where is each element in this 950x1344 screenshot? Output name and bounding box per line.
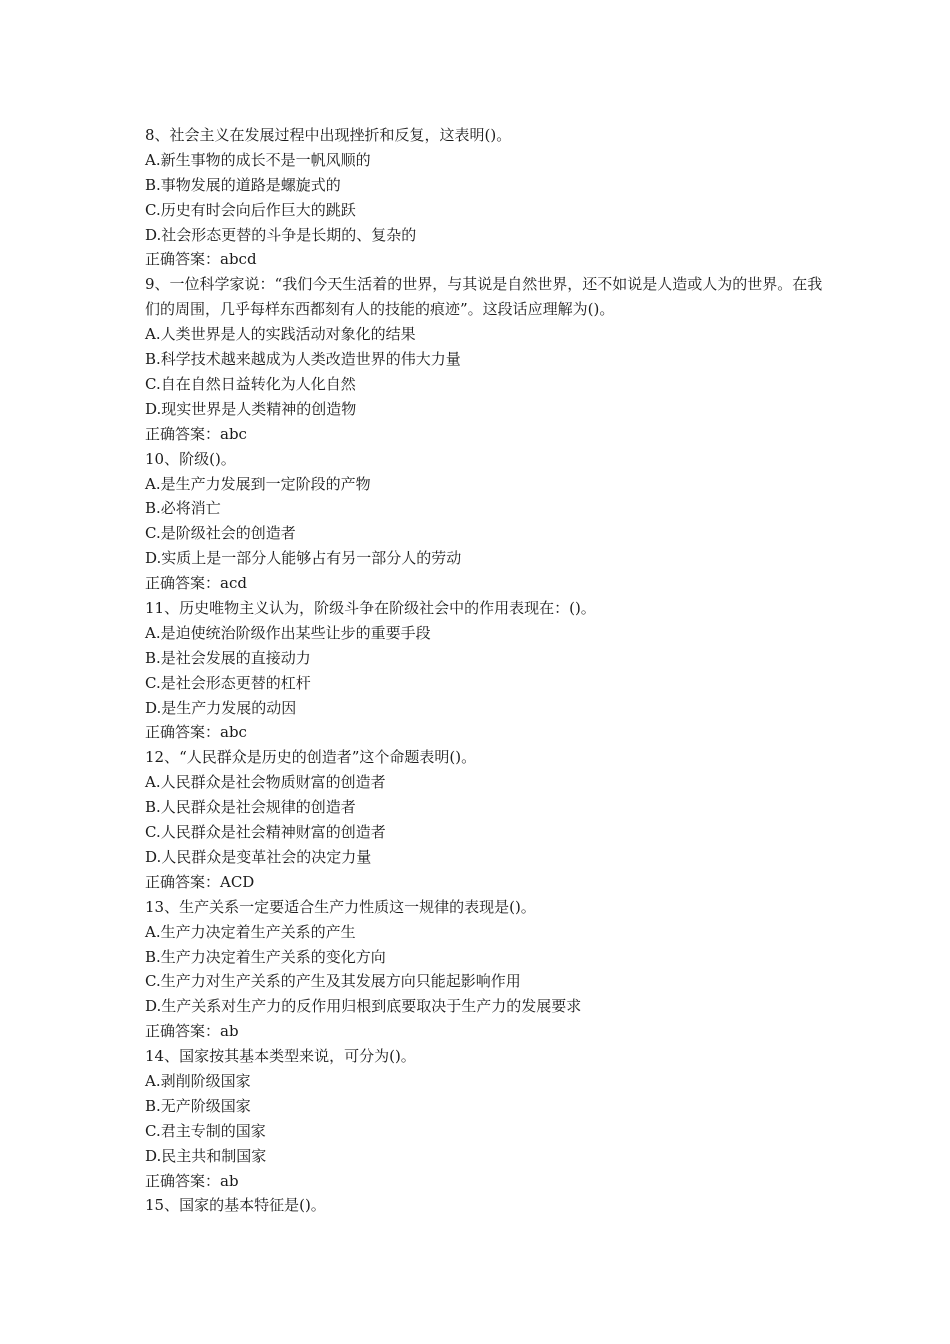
question-14 [145, 1044, 825, 1193]
option-d: D.是生产力发展的动因 [145, 698, 297, 717]
option-c: C.是社会形态更替的杠杆 [145, 673, 311, 692]
option-c: C.是阶级社会的创造者 [145, 524, 296, 543]
option-a: A.剥削阶级国家 [145, 1071, 251, 1090]
option-a: A.新生事物的成长不是一帆风顺的 [145, 150, 371, 169]
option-b: B.无产阶级国家 [145, 1096, 251, 1115]
question-stem: 9、一位科学家说：“我们今天生活着的世界，与其说是自然世界，还不如说是人造或人为的世界。在我们的周围，几乎每样东西都刻有人的技能的痕迹”。这段话应理解为()。 [145, 275, 823, 319]
answer-line: 正确答案：abcd [145, 250, 257, 269]
option-c: C.人民群众是社会精神财富的创造者 [145, 823, 386, 842]
option-c: C.自在自然日益转化为人化自然 [145, 374, 356, 393]
option-b: B.必将消亡 [145, 499, 221, 518]
question-stem: 11、历史唯物主义认为，阶级斗争在阶级社会中的作用表现在：()。 [145, 598, 596, 617]
option-d: D.生产关系对生产力的反作用归根到底要取决于生产力的发展要求 [145, 997, 582, 1016]
answer-line: 正确答案：abc [145, 723, 247, 742]
answer-line: 正确答案：ab [145, 1022, 239, 1041]
question-12 [145, 745, 825, 894]
option-c: C.生产力对生产关系的产生及其发展方向只能起影响作用 [145, 972, 521, 991]
question-13 [145, 895, 825, 1044]
option-d: D.社会形态更替的斗争是长期的、复杂的 [145, 225, 417, 244]
question-stem: 13、生产关系一定要适合生产力性质这一规律的表现是()。 [145, 897, 536, 916]
question-11 [145, 596, 825, 745]
option-d: D.实质上是一部分人能够占有另一部分人的劳动 [145, 549, 462, 568]
option-b: B.人民群众是社会规律的创造者 [145, 798, 356, 817]
question-stem: 8、社会主义在发展过程中出现挫折和反复，这表明()。 [145, 126, 512, 144]
answer-line: 正确答案：acd [145, 574, 247, 593]
answer-line: 正确答案：ACD [145, 872, 255, 891]
option-c: C.君主专制的国家 [145, 1121, 266, 1140]
question-stem: 10、阶级()。 [145, 449, 236, 468]
option-a: A.生产力决定着生产关系的产生 [145, 922, 356, 941]
question-15 [145, 1193, 825, 1218]
question-9 [145, 272, 825, 446]
option-a: A.人类世界是人的实践活动对象化的结果 [145, 325, 416, 344]
option-c: C.历史有时会向后作巨大的跳跃 [145, 200, 356, 219]
option-a: A.是迫使统治阶级作出某些让步的重要手段 [145, 623, 431, 642]
option-a: A.人民群众是社会物质财富的创造者 [145, 773, 386, 792]
question-stem: 15、国家的基本特征是()。 [145, 1196, 326, 1215]
question-stem: 12、“人民群众是历史的创造者”这个命题表明()。 [145, 748, 477, 767]
question-10 [145, 447, 825, 596]
question-8 [145, 123, 825, 272]
answer-line: 正确答案：abc [145, 424, 247, 443]
option-d: D.人民群众是变革社会的决定力量 [145, 847, 372, 866]
option-a: A.是生产力发展到一定阶段的产物 [145, 474, 371, 493]
option-b: B.事物发展的道路是螺旋式的 [145, 175, 341, 194]
answer-line: 正确答案：ab [145, 1171, 239, 1190]
option-b: B.生产力决定着生产关系的变化方向 [145, 947, 386, 966]
option-b: B.科学技术越来越成为人类改造世界的伟大力量 [145, 350, 461, 369]
question-stem: 14、国家按其基本类型来说，可分为()。 [145, 1047, 416, 1066]
option-d: D.民主共和制国家 [145, 1146, 267, 1165]
document-body [145, 123, 825, 1218]
option-b: B.是社会发展的直接动力 [145, 648, 311, 667]
option-d: D.现实世界是人类精神的创造物 [145, 399, 357, 418]
